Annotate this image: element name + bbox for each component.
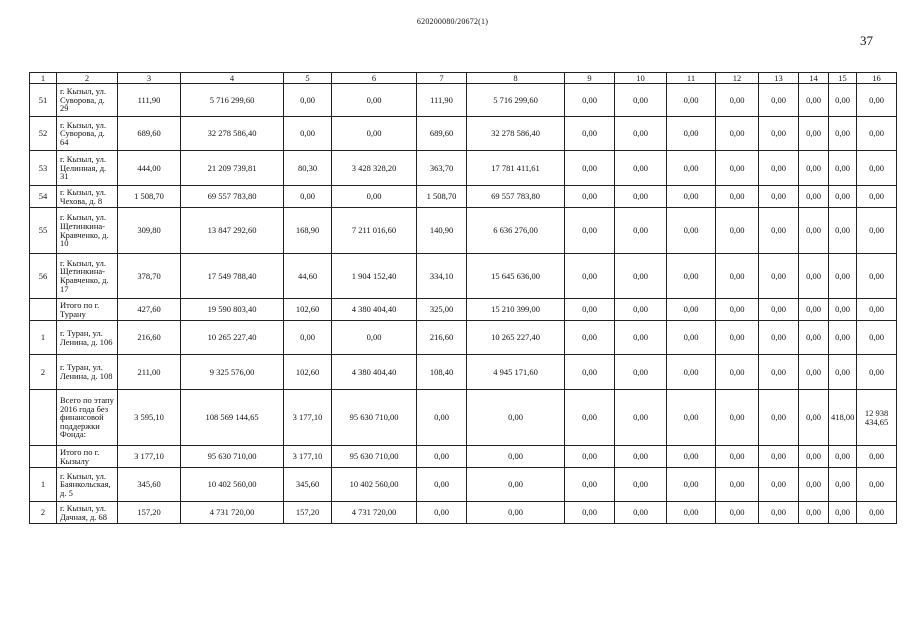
column-header: 2 bbox=[57, 73, 118, 84]
value-cell: 0,00 bbox=[829, 151, 857, 186]
value-cell: 0,00 bbox=[667, 151, 716, 186]
table-row bbox=[30, 84, 897, 117]
value-cell: 0,00 bbox=[759, 254, 799, 299]
value-cell: 325,00 bbox=[417, 299, 467, 321]
address-cell: г. Кызыл, ул. Суворова, д. 64 bbox=[57, 117, 118, 151]
value-cell: 0,00 bbox=[759, 390, 799, 446]
column-header: 15 bbox=[829, 73, 857, 84]
value-cell: 3 428 328,20 bbox=[332, 151, 417, 186]
value-cell: 111,90 bbox=[118, 84, 181, 117]
value-cell: 0,00 bbox=[615, 502, 667, 524]
value-cell: 0,00 bbox=[829, 254, 857, 299]
column-header: 8 bbox=[467, 73, 565, 84]
value-cell: 0,00 bbox=[829, 84, 857, 117]
address-cell: г. Кызыл, ул. Щетинкина-Кравченко, д. 17 bbox=[57, 254, 118, 299]
value-cell: 0,00 bbox=[799, 186, 829, 208]
value-cell: 0,00 bbox=[759, 321, 799, 355]
column-header: 11 bbox=[667, 73, 716, 84]
value-cell: 12 938 434,65 bbox=[857, 390, 897, 446]
column-header: 12 bbox=[716, 73, 759, 84]
value-cell: 0,00 bbox=[759, 186, 799, 208]
table-row bbox=[30, 502, 897, 524]
address-cell: Итого по г. Кызылу bbox=[57, 446, 118, 468]
value-cell: 17 781 411,61 bbox=[467, 151, 565, 186]
value-cell: 0,00 bbox=[667, 355, 716, 390]
address-cell: г. Кызыл, ул. Дачная, д. 68 bbox=[57, 502, 118, 524]
page-number: 37 bbox=[860, 33, 873, 48]
column-header: 10 bbox=[615, 73, 667, 84]
value-cell: 17 549 788,40 bbox=[181, 254, 284, 299]
row-number-cell bbox=[30, 299, 57, 321]
value-cell: 0,00 bbox=[799, 321, 829, 355]
value-cell: 32 278 586,40 bbox=[467, 117, 565, 151]
table-row bbox=[30, 186, 897, 208]
column-header: 6 bbox=[332, 73, 417, 84]
value-cell: 0,00 bbox=[857, 468, 897, 502]
value-cell: 3 177,10 bbox=[118, 446, 181, 468]
value-cell: 0,00 bbox=[565, 186, 615, 208]
column-header: 1 bbox=[30, 73, 57, 84]
row-number-cell: 2 bbox=[30, 355, 57, 390]
value-cell: 0,00 bbox=[799, 355, 829, 390]
address-cell: Итого по г. Турану bbox=[57, 299, 118, 321]
value-cell: 0,00 bbox=[417, 390, 467, 446]
value-cell: 0,00 bbox=[716, 186, 759, 208]
value-cell: 0,00 bbox=[615, 446, 667, 468]
value-cell: 0,00 bbox=[716, 117, 759, 151]
value-cell: 0,00 bbox=[565, 321, 615, 355]
table-row bbox=[30, 208, 897, 254]
value-cell: 0,00 bbox=[615, 355, 667, 390]
value-cell: 0,00 bbox=[759, 208, 799, 254]
column-header: 13 bbox=[759, 73, 799, 84]
value-cell: 0,00 bbox=[829, 186, 857, 208]
value-cell: 0,00 bbox=[759, 502, 799, 524]
value-cell: 0,00 bbox=[417, 446, 467, 468]
value-cell: 0,00 bbox=[857, 355, 897, 390]
value-cell: 0,00 bbox=[857, 117, 897, 151]
value-cell: 0,00 bbox=[667, 502, 716, 524]
value-cell: 0,00 bbox=[332, 117, 417, 151]
value-cell: 0,00 bbox=[615, 84, 667, 117]
value-cell: 334,10 bbox=[417, 254, 467, 299]
address-cell: г. Кызыл, ул. Суворова, д. 29 bbox=[57, 84, 118, 117]
value-cell: 0,00 bbox=[799, 84, 829, 117]
value-cell: 5 716 299,60 bbox=[181, 84, 284, 117]
row-number-cell: 1 bbox=[30, 468, 57, 502]
value-cell: 4 380 404,40 bbox=[332, 299, 417, 321]
value-cell: 168,90 bbox=[284, 208, 332, 254]
value-cell: 0,00 bbox=[667, 299, 716, 321]
value-cell: 216,60 bbox=[417, 321, 467, 355]
table-row bbox=[30, 390, 897, 446]
value-cell: 0,00 bbox=[716, 502, 759, 524]
value-cell: 0,00 bbox=[667, 468, 716, 502]
row-number-cell bbox=[30, 390, 57, 446]
address-cell: Всего по этапу 2016 года без финансовой поддержки Фонда: bbox=[57, 390, 118, 446]
value-cell: 0,00 bbox=[857, 502, 897, 524]
table-row bbox=[30, 355, 897, 390]
value-cell: 0,00 bbox=[759, 117, 799, 151]
value-cell: 95 630 710,00 bbox=[332, 446, 417, 468]
value-cell: 309,80 bbox=[118, 208, 181, 254]
address-cell: г. Кызыл, ул. Чехова, д. 8 bbox=[57, 186, 118, 208]
value-cell: 427,60 bbox=[118, 299, 181, 321]
value-cell: 0,00 bbox=[829, 468, 857, 502]
table-body bbox=[30, 73, 897, 524]
value-cell: 0,00 bbox=[284, 117, 332, 151]
value-cell: 0,00 bbox=[667, 117, 716, 151]
row-number-cell: 56 bbox=[30, 254, 57, 299]
value-cell: 0,00 bbox=[759, 446, 799, 468]
value-cell: 0,00 bbox=[799, 468, 829, 502]
value-cell: 0,00 bbox=[829, 446, 857, 468]
value-cell: 0,00 bbox=[829, 502, 857, 524]
value-cell: 10 265 227,40 bbox=[181, 321, 284, 355]
value-cell: 0,00 bbox=[565, 254, 615, 299]
value-cell: 80,30 bbox=[284, 151, 332, 186]
value-cell: 0,00 bbox=[565, 84, 615, 117]
value-cell: 0,00 bbox=[417, 502, 467, 524]
value-cell: 15 645 636,00 bbox=[467, 254, 565, 299]
address-cell: г. Кызыл, ул. Баянкольская, д. 5 bbox=[57, 468, 118, 502]
table-header-row bbox=[30, 73, 897, 84]
value-cell: 10 402 560,00 bbox=[332, 468, 417, 502]
row-number-cell: 53 bbox=[30, 151, 57, 186]
value-cell: 0,00 bbox=[615, 299, 667, 321]
column-header: 3 bbox=[118, 73, 181, 84]
value-cell: 0,00 bbox=[615, 254, 667, 299]
value-cell: 4 731 720,00 bbox=[181, 502, 284, 524]
value-cell: 0,00 bbox=[759, 468, 799, 502]
value-cell: 0,00 bbox=[857, 299, 897, 321]
value-cell: 0,00 bbox=[284, 186, 332, 208]
table-row bbox=[30, 254, 897, 299]
value-cell: 0,00 bbox=[565, 117, 615, 151]
value-cell: 95 630 710,00 bbox=[332, 390, 417, 446]
value-cell: 10 402 560,00 bbox=[181, 468, 284, 502]
value-cell: 13 847 292,60 bbox=[181, 208, 284, 254]
value-cell: 0,00 bbox=[759, 84, 799, 117]
value-cell: 0,00 bbox=[667, 84, 716, 117]
value-cell: 689,60 bbox=[417, 117, 467, 151]
value-cell: 0,00 bbox=[857, 84, 897, 117]
value-cell: 0,00 bbox=[467, 468, 565, 502]
value-cell: 0,00 bbox=[565, 299, 615, 321]
value-cell: 3 177,10 bbox=[284, 390, 332, 446]
value-cell: 0,00 bbox=[759, 151, 799, 186]
address-cell: г. Туран, ул. Ленина, д. 106 bbox=[57, 321, 118, 355]
row-number-cell: 54 bbox=[30, 186, 57, 208]
column-header: 4 bbox=[181, 73, 284, 84]
value-cell: 3 595,10 bbox=[118, 390, 181, 446]
value-cell: 0,00 bbox=[615, 390, 667, 446]
value-cell: 0,00 bbox=[759, 355, 799, 390]
value-cell: 0,00 bbox=[565, 502, 615, 524]
row-number-cell: 2 bbox=[30, 502, 57, 524]
value-cell: 0,00 bbox=[716, 321, 759, 355]
value-cell: 0,00 bbox=[667, 446, 716, 468]
value-cell: 10 265 227,40 bbox=[467, 321, 565, 355]
value-cell: 0,00 bbox=[857, 446, 897, 468]
value-cell: 4 731 720,00 bbox=[332, 502, 417, 524]
value-cell: 0,00 bbox=[799, 254, 829, 299]
value-cell: 32 278 586,40 bbox=[181, 117, 284, 151]
value-cell: 0,00 bbox=[332, 84, 417, 117]
value-cell: 0,00 bbox=[829, 321, 857, 355]
value-cell: 0,00 bbox=[857, 151, 897, 186]
document-id: 620200080/20672(1) bbox=[416, 17, 489, 26]
value-cell: 69 557 783,80 bbox=[467, 186, 565, 208]
value-cell: 1 508,70 bbox=[417, 186, 467, 208]
value-cell: 0,00 bbox=[829, 208, 857, 254]
value-cell: 0,00 bbox=[565, 390, 615, 446]
value-cell: 108,40 bbox=[417, 355, 467, 390]
table-row bbox=[30, 151, 897, 186]
value-cell: 216,60 bbox=[118, 321, 181, 355]
value-cell: 0,00 bbox=[857, 208, 897, 254]
column-header: 5 bbox=[284, 73, 332, 84]
value-cell: 0,00 bbox=[716, 390, 759, 446]
value-cell: 0,00 bbox=[829, 117, 857, 151]
value-cell: 95 630 710,00 bbox=[181, 446, 284, 468]
value-cell: 0,00 bbox=[799, 446, 829, 468]
value-cell: 7 211 016,60 bbox=[332, 208, 417, 254]
address-cell: г. Туран, ул. Ленина, д. 108 bbox=[57, 355, 118, 390]
value-cell: 0,00 bbox=[716, 299, 759, 321]
value-cell: 0,00 bbox=[857, 254, 897, 299]
value-cell: 0,00 bbox=[667, 390, 716, 446]
value-cell: 0,00 bbox=[667, 186, 716, 208]
value-cell: 0,00 bbox=[716, 208, 759, 254]
value-cell: 0,00 bbox=[284, 84, 332, 117]
value-cell: 102,60 bbox=[284, 299, 332, 321]
value-cell: 0,00 bbox=[716, 84, 759, 117]
value-cell: 1 508,70 bbox=[118, 186, 181, 208]
value-cell: 0,00 bbox=[799, 299, 829, 321]
column-header: 16 bbox=[857, 73, 897, 84]
value-cell: 363,70 bbox=[417, 151, 467, 186]
table-row bbox=[30, 117, 897, 151]
column-header: 9 bbox=[565, 73, 615, 84]
value-cell: 0,00 bbox=[615, 321, 667, 355]
value-cell: 444,00 bbox=[118, 151, 181, 186]
value-cell: 0,00 bbox=[799, 502, 829, 524]
value-cell: 0,00 bbox=[565, 446, 615, 468]
value-cell: 0,00 bbox=[716, 468, 759, 502]
value-cell: 0,00 bbox=[615, 151, 667, 186]
address-cell: г. Кызыл, ул. Щетинкина-Кравченко, д. 10 bbox=[57, 208, 118, 254]
value-cell: 0,00 bbox=[667, 321, 716, 355]
table-row bbox=[30, 299, 897, 321]
table-row bbox=[30, 321, 897, 355]
value-cell: 5 716 299,60 bbox=[467, 84, 565, 117]
value-cell: 0,00 bbox=[799, 117, 829, 151]
value-cell: 0,00 bbox=[615, 117, 667, 151]
value-cell: 0,00 bbox=[615, 186, 667, 208]
value-cell: 0,00 bbox=[417, 468, 467, 502]
value-cell: 0,00 bbox=[565, 151, 615, 186]
row-number-cell: 51 bbox=[30, 84, 57, 117]
value-cell: 418,00 bbox=[829, 390, 857, 446]
value-cell: 102,60 bbox=[284, 355, 332, 390]
value-cell: 3 177,10 bbox=[284, 446, 332, 468]
value-cell: 69 557 783,80 bbox=[181, 186, 284, 208]
value-cell: 0,00 bbox=[799, 151, 829, 186]
value-cell: 6 636 276,00 bbox=[467, 208, 565, 254]
value-cell: 0,00 bbox=[467, 502, 565, 524]
value-cell: 0,00 bbox=[615, 208, 667, 254]
value-cell: 0,00 bbox=[565, 208, 615, 254]
value-cell: 0,00 bbox=[829, 299, 857, 321]
value-cell: 0,00 bbox=[565, 355, 615, 390]
value-cell: 0,00 bbox=[467, 390, 565, 446]
value-cell: 0,00 bbox=[667, 208, 716, 254]
value-cell: 0,00 bbox=[565, 468, 615, 502]
value-cell: 0,00 bbox=[716, 254, 759, 299]
value-cell: 0,00 bbox=[716, 446, 759, 468]
value-cell: 9 325 576,00 bbox=[181, 355, 284, 390]
value-cell: 0,00 bbox=[759, 299, 799, 321]
value-cell: 0,00 bbox=[829, 355, 857, 390]
value-cell: 157,20 bbox=[284, 502, 332, 524]
value-cell: 0,00 bbox=[799, 208, 829, 254]
value-cell: 1 904 152,40 bbox=[332, 254, 417, 299]
value-cell: 4 945 171,60 bbox=[467, 355, 565, 390]
value-cell: 0,00 bbox=[284, 321, 332, 355]
value-cell: 345,60 bbox=[284, 468, 332, 502]
value-cell: 4 380 404,40 bbox=[332, 355, 417, 390]
row-number-cell bbox=[30, 446, 57, 468]
value-cell: 140,90 bbox=[417, 208, 467, 254]
value-cell: 0,00 bbox=[716, 355, 759, 390]
value-cell: 108 569 144,65 bbox=[181, 390, 284, 446]
value-cell: 0,00 bbox=[332, 321, 417, 355]
table-row bbox=[30, 468, 897, 502]
value-cell: 345,60 bbox=[118, 468, 181, 502]
table-row bbox=[30, 446, 897, 468]
value-cell: 0,00 bbox=[332, 186, 417, 208]
value-cell: 0,00 bbox=[716, 151, 759, 186]
row-number-cell: 55 bbox=[30, 208, 57, 254]
value-cell: 689,60 bbox=[118, 117, 181, 151]
value-cell: 44,60 bbox=[284, 254, 332, 299]
row-number-cell: 1 bbox=[30, 321, 57, 355]
value-cell: 0,00 bbox=[467, 446, 565, 468]
value-cell: 0,00 bbox=[857, 186, 897, 208]
value-cell: 19 590 803,40 bbox=[181, 299, 284, 321]
value-cell: 211,00 bbox=[118, 355, 181, 390]
value-cell: 111,90 bbox=[417, 84, 467, 117]
value-cell: 21 209 739,81 bbox=[181, 151, 284, 186]
value-cell: 15 210 399,00 bbox=[467, 299, 565, 321]
value-cell: 0,00 bbox=[857, 321, 897, 355]
housing-program-table bbox=[29, 72, 897, 524]
column-header: 7 bbox=[417, 73, 467, 84]
row-number-cell: 52 bbox=[30, 117, 57, 151]
value-cell: 0,00 bbox=[799, 390, 829, 446]
address-cell: г. Кызыл, ул. Целинная, д. 31 bbox=[57, 151, 118, 186]
value-cell: 0,00 bbox=[667, 254, 716, 299]
column-header: 14 bbox=[799, 73, 829, 84]
value-cell: 157,20 bbox=[118, 502, 181, 524]
value-cell: 378,70 bbox=[118, 254, 181, 299]
value-cell: 0,00 bbox=[615, 468, 667, 502]
